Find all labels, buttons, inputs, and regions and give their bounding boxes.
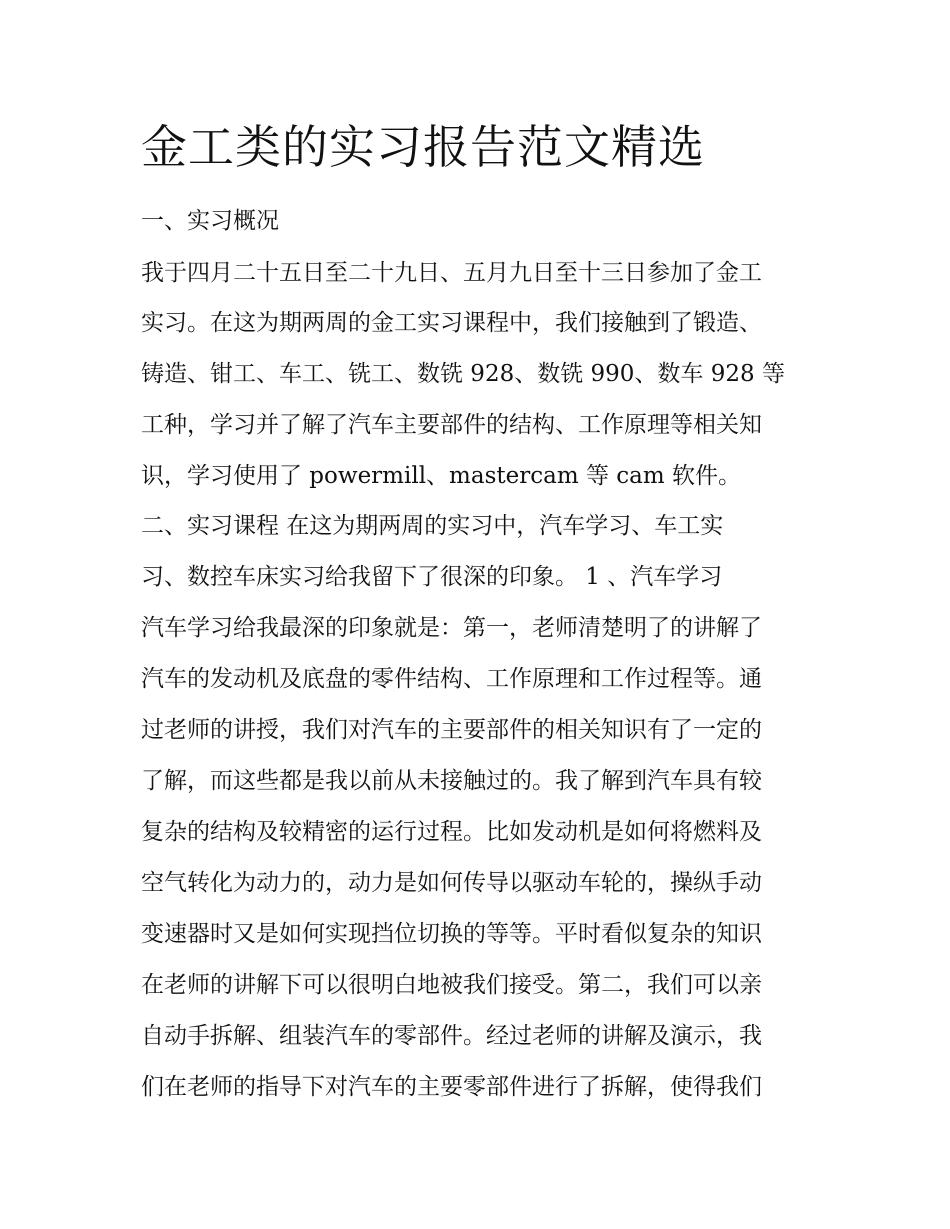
section-heading-courses: 二、实习课程 在这为期两周的实习中，汽车学习、车工实	[141, 513, 724, 539]
body-line: 铸造、钳工、车工、铣工、数铣 928、数铣 990、数车 928 等	[141, 361, 785, 387]
document-title: 金工类的实习报告范文精选	[141, 120, 705, 174]
body-line: 实习。在这为期两周的金工实习课程中，我们接触到了锻造、	[141, 310, 762, 336]
body-line: 们在老师的指导下对汽车的主要零部件进行了拆解，使得我们	[141, 1074, 762, 1100]
body-line: 习、数控车床实习给我留下了很深的印象。 1 、汽车学习	[141, 564, 723, 590]
section-heading-overview: 一、实习概况	[141, 208, 279, 234]
body-line: 在老师的讲解下可以很明白地被我们接受。第二，我们可以亲	[141, 972, 762, 998]
body-line: 过老师的讲授，我们对汽车的主要部件的相关知识有了一定的	[141, 717, 762, 743]
body-line: 自动手拆解、组装汽车的零部件。经过老师的讲解及演示，我	[141, 1023, 762, 1049]
body-line: 我于四月二十五日至二十九日、五月九日至十三日参加了金工	[141, 260, 762, 286]
body-line: 了解，而这些都是我以前从未接触过的。我了解到汽车具有较	[141, 768, 762, 794]
body-line: 复杂的结构及较精密的运行过程。比如发动机是如何将燃料及	[141, 819, 762, 845]
body-line: 汽车学习给我最深的印象就是：第一，老师清楚明了的讲解了	[141, 615, 762, 641]
body-line: 变速器时又是如何实现挡位切换的等等。平时看似复杂的知识	[141, 921, 762, 947]
body-line: 工种，学习并了解了汽车主要部件的结构、工作原理等相关知	[141, 412, 762, 438]
body-line: 汽车的发动机及底盘的零件结构、工作原理和工作过程等。通	[141, 666, 762, 692]
body-line: 空气转化为动力的，动力是如何传导以驱动车轮的，操纵手动	[141, 870, 762, 896]
body-line: 识，学习使用了 powermill、mastercam 等 cam 软件。	[141, 463, 741, 489]
